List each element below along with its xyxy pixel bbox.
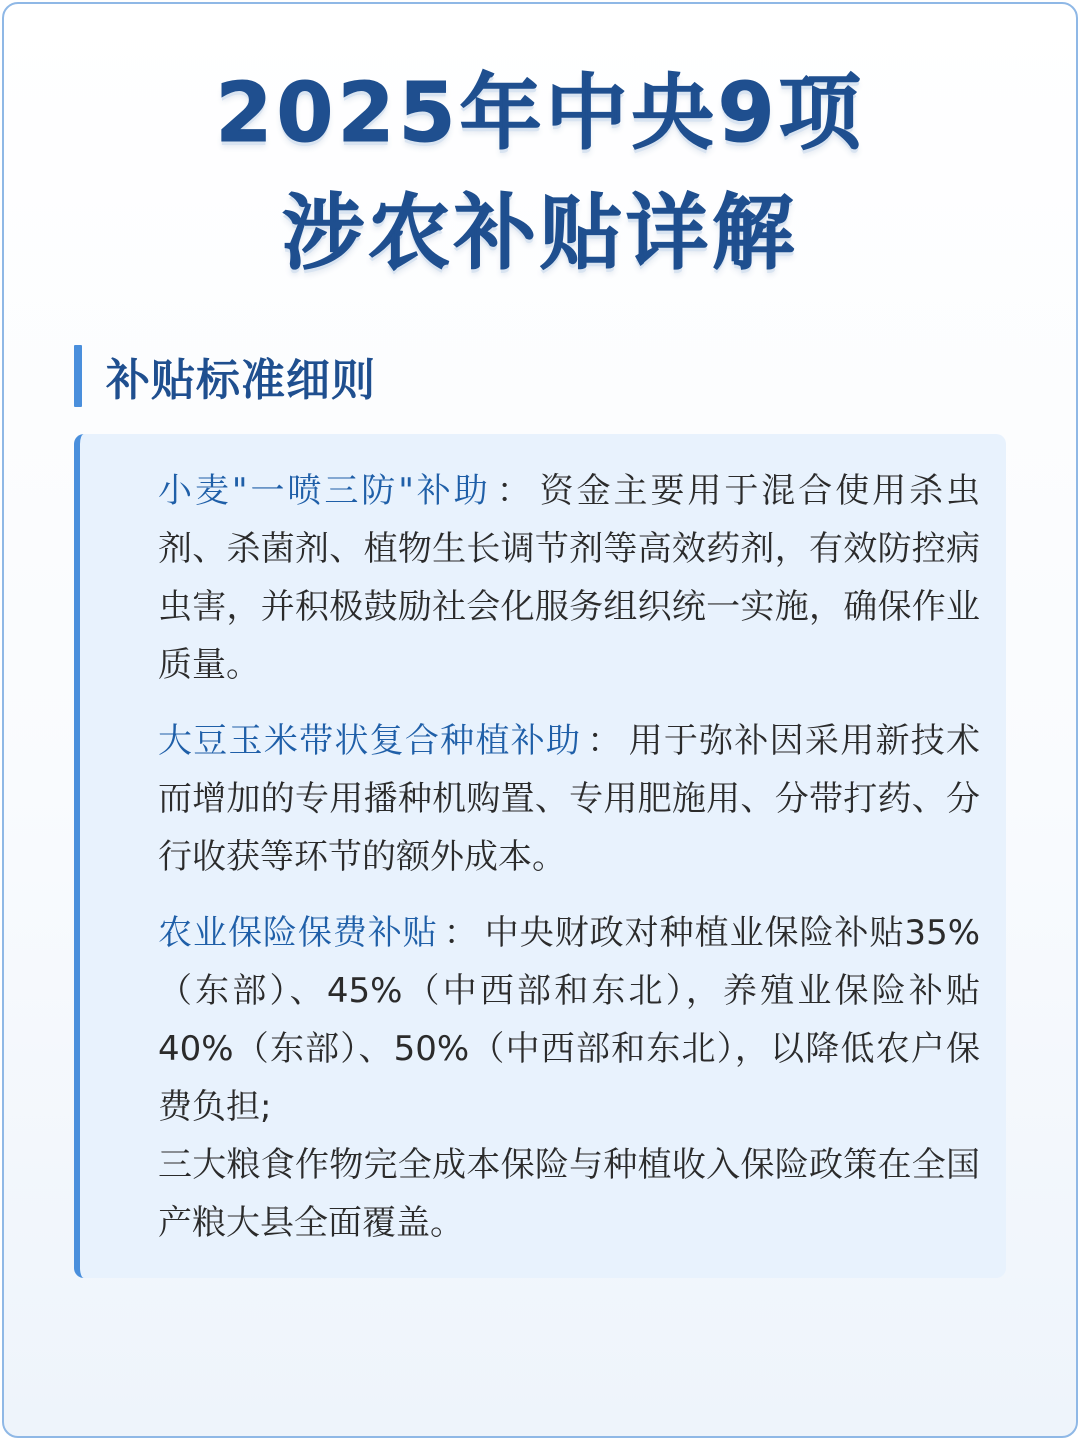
section-title: 补贴标准细则 xyxy=(106,355,376,406)
subsidy-item-insurance-extra: 三大粮食作物完全成本保险与种植收入保险政策在全国产粮大县全面覆盖。 xyxy=(158,1145,980,1243)
card-content xyxy=(158,462,980,1252)
item-label: 小麦"一喷三防"补助 xyxy=(158,471,491,511)
subsidy-item-insurance xyxy=(158,904,980,1136)
item-separator: ： xyxy=(496,471,534,511)
item-label: 大豆玉米带状复合种植补助 xyxy=(158,721,582,761)
section-header xyxy=(74,344,376,408)
item-label: 农业保险保费补贴 xyxy=(158,913,438,953)
page-frame xyxy=(2,2,1078,1438)
item-text: 中央财政对种植业保险补贴35%（东部）、45%（中西部和东北），养殖业保险补贴40%（东部）、50%（中西部和东北），以降低农户保费负担; xyxy=(158,913,981,1127)
item-separator: ： xyxy=(587,721,623,761)
subsidy-item-soybean-corn xyxy=(158,712,980,886)
section-accent-bar xyxy=(74,345,82,407)
subsidy-item-wheat xyxy=(158,462,980,694)
content-card xyxy=(74,434,1006,1278)
page-title-line-1: 2025年中央9项 xyxy=(215,66,865,161)
item-text: 用于弥补因采用新技术而增加的专用播种机购置、专用肥施用、分带打药、分行收获等环节的额外成本。 xyxy=(158,721,981,877)
item-text: 资金主要用于混合使用杀虫剂、杀菌剂、植物生长调节剂等高效药剂，有效防控病虫害，并积极鼓励社会化服务组织统一实施，确保作业质量。 xyxy=(158,471,981,685)
page-title-line-2: 涉农补贴详解 xyxy=(281,186,798,281)
item-separator: ： xyxy=(443,913,479,953)
